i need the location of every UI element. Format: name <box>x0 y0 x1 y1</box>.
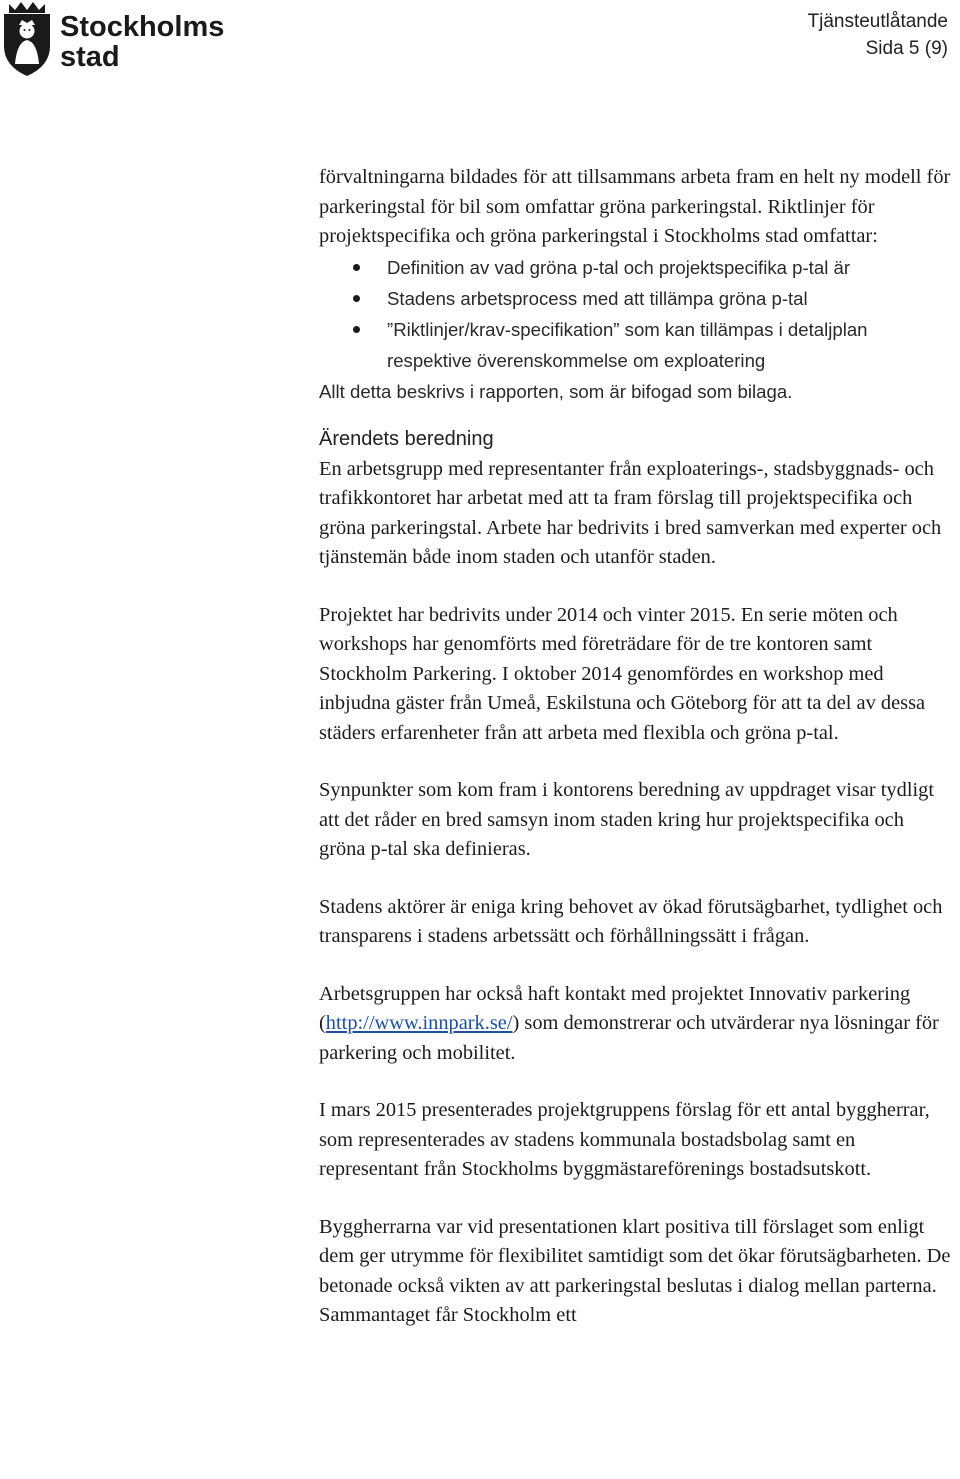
paragraph: Projektet har bedrivits under 2014 och vinter 2015. En serie möten och workshops har genomförts med företrädare för de tre kontoren samt Stockholm Parkering. I oktober 2014 genomfördes en workshop med inbjudna gäster från Umeå, Eskilstuna och Göteborg för att ta del av dessa städers erfarenheter från att arbeta med flexibla och gröna p-tal. <box>319 603 926 744</box>
page-number: Sida 5 (9) <box>865 38 948 59</box>
section-heading: Ärendets beredning <box>319 427 494 450</box>
logo-text-stad: stad <box>60 41 120 73</box>
bullet-item: Stadens arbetsprocess med att tillämpa gröna p-tal <box>387 283 955 314</box>
paragraph-with-link <box>319 980 955 1069</box>
paragraph-text: Arbetsgruppen har också haft kontakt med projektet Innovativ parkering ( <box>319 982 911 1034</box>
paragraph: Stadens aktörer är eniga kring behovet av ökad förutsägbarhet, tydlighet och transparens i stadens arbetssätt och förhållningssätt i frågan. <box>319 895 943 947</box>
bullet-item: Definition av vad gröna p-tal och projektspecifika p-tal är <box>387 252 955 283</box>
paragraph: Byggherrarna var vid presentationen klart positiva till förslaget som enligt dem ger utrymme för flexibilitet samtidigt som det ökar förutsägbarheten. De betonade också vikten av att parkeringstal beslutas i dialog mellan parterna. Sammantaget får Stockholm ett <box>319 1215 951 1326</box>
document-meta <box>808 8 949 62</box>
guidelines-bullet-list <box>319 252 955 376</box>
stockholms-stad-logo <box>0 0 240 80</box>
innpark-link[interactable]: http://www.innpark.se/ <box>325 1012 513 1034</box>
paragraph: En arbetsgrupp med representanter från exploaterings-, stadsbyggnads- och trafikkontoret har arbetat med att ta fram förslag till projektspecifika och gröna parkeringstal. Arbete har bedrivits i bred samverkan med experter och tjänstemän både inom staden och utanför staden. <box>319 457 942 568</box>
after-bullets-text: Allt detta beskrivs i rapporten, som är bifogad som bilaga. <box>319 380 793 402</box>
intro-paragraph: förvaltningarna bildades för att tillsammans arbeta fram en helt ny modell för parkeringstal för bil som omfattar gröna parkeringstal. Riktlinjer för projektspecifika och gröna parkeringstal i Stockholms stad omfattar: <box>319 166 951 247</box>
paragraph: I mars 2015 presenterades projektgruppens förslag för ett antal byggherrar, som representerades av stadens kommunala bostadsbolag samt en representant från Stockholms byggmästareförenings bostadsutskott. <box>319 1099 930 1180</box>
document-type: Tjänsteutlåtande <box>807 11 948 32</box>
document-body <box>319 163 955 1331</box>
bullet-item: ”Riktlinjer/krav-specifikation” som kan tillämpas i detaljplan respektive överenskommelse om exploatering <box>387 314 955 376</box>
logo-text-stockholms: Stockholms <box>60 11 225 43</box>
paragraph: Synpunkter som kom fram i kontorens beredning av uppdraget visar tydligt att det råder en bred samsyn inom staden kring hur projektspecifika och gröna p-tal ska definieras. <box>319 779 935 860</box>
city-emblem-icon <box>4 2 50 76</box>
paragraph-text: ) som demonstrerar och utvärderar nya lösningar för parkering och mobilitet. <box>319 1012 939 1064</box>
